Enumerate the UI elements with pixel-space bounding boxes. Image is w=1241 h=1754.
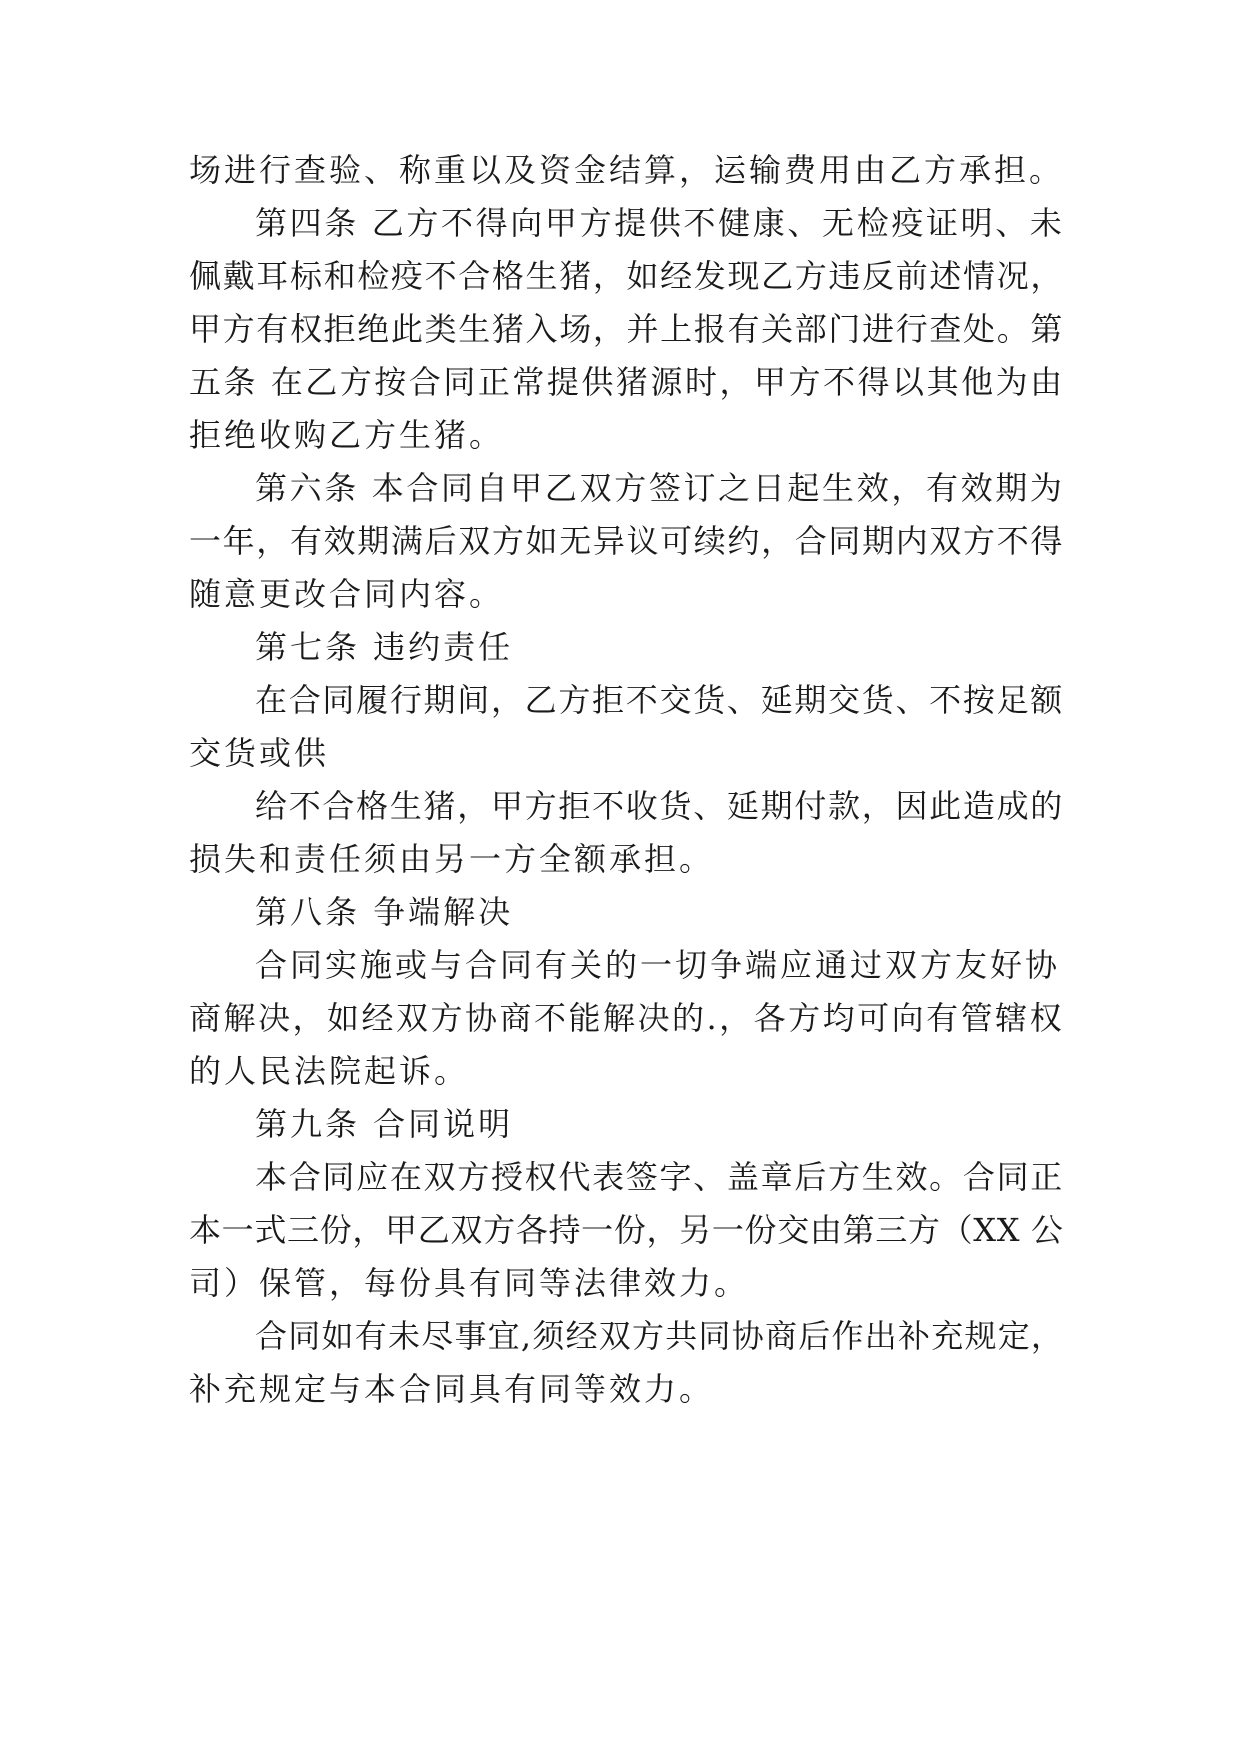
text-line: 场进行查验、称重以及资金结算，运输费用由乙方承担。 — [189, 151, 1065, 189]
text-line: 拒绝收购乙方生猪。 — [189, 416, 505, 454]
text-line: 商解决，如经双方协商不能解决的.，各方均可向有管辖权 — [189, 999, 1065, 1037]
text-line: 补充规定与本合同具有同等效力。 — [189, 1370, 715, 1408]
text-line: 司）保管，每份具有同等法律效力。 — [189, 1264, 750, 1302]
text-line: 随意更改合同内容。 — [189, 575, 505, 613]
clause-9-heading: 第九条 合同说明 — [255, 1105, 514, 1143]
clause-7-heading: 第七条 违约责任 — [255, 628, 514, 666]
text-line: 交货或供 — [189, 734, 330, 772]
text-line: 佩戴耳标和检疫不合格生猪，如经发现乙方违反前述情况， — [189, 257, 1065, 295]
clause-6-heading-line: 第六条 本合同自甲乙双方签订之日起生效，有效期为 — [255, 469, 1065, 507]
text-line: 本合同应在双方授权代表签字、盖章后方生效。合同正 — [255, 1158, 1065, 1196]
text-line: 合同如有未尽事宜,须经双方共同协商后作出补充规定， — [255, 1317, 1065, 1355]
clause-8-heading: 第八条 争端解决 — [255, 893, 514, 931]
text-line: 五条 在乙方按合同正常提供猪源时，甲方不得以其他为由 — [189, 363, 1065, 401]
text-line: 一年，有效期满后双方如无异议可续约，合同期内双方不得 — [189, 522, 1065, 560]
text-line: 本一式三份，甲乙双方各持一份，另一份交由第三方（XX 公 — [189, 1211, 1064, 1249]
text-line: 在合同履行期间，乙方拒不交货、延期交货、不按足额 — [255, 681, 1065, 719]
text-line: 损失和责任须由另一方全额承担。 — [189, 840, 715, 878]
text-line: 甲方有权拒绝此类生猪入场，并上报有关部门进行查处。第 — [189, 310, 1065, 348]
text-line: 的人民法院起诉。 — [189, 1052, 470, 1090]
text-line: 给不合格生猪，甲方拒不收货、延期付款，因此造成的 — [255, 787, 1065, 825]
clause-4-heading-line: 第四条 乙方不得向甲方提供不健康、无检疫证明、未 — [255, 204, 1065, 242]
text-line: 合同实施或与合同有关的一切争端应通过双方友好协 — [255, 946, 1061, 984]
